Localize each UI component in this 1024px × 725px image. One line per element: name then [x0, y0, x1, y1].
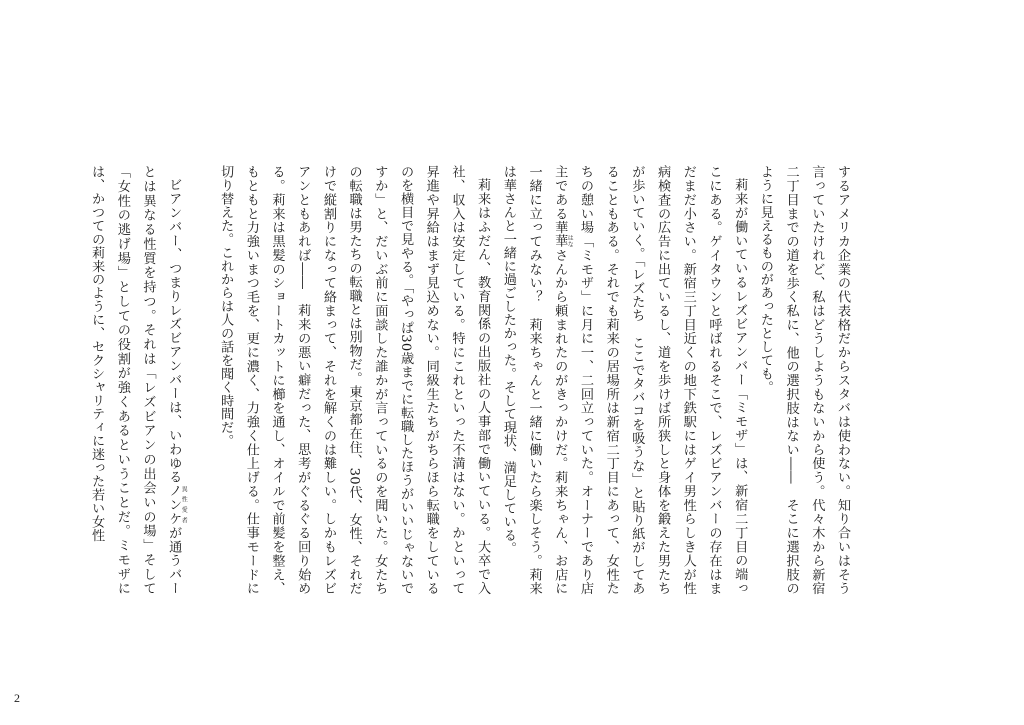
paragraph-4-text-cont: が通うバーとは異なる性質を持つ。それは「レズビアンの出会いの場」そして「女性の逃げ場」としての役割が強くあるということだ。ミモザには、かつての莉来のように、セクシャリティに迷った若い女性: [89, 165, 182, 596]
ruby-hana-base: 華: [552, 234, 568, 249]
paragraph-1: するアメリカ企業の代表格だからスタバは使わない。知り合いはそう言っていたけれど、私はどうしようもないから使う。代々木から新宿二丁目までの道を歩く私に、他の選択肢はない―― そこに選択肢のように見えるものがあったとしても。: [757, 165, 850, 595]
paragraph-4-text: ビアンバー、つまりレズビアンバーは、いわゆる: [166, 178, 182, 485]
ruby-nonke-reading: 異性愛者: [180, 484, 188, 526]
page-number: 2: [14, 691, 20, 705]
ruby-nonke: [166, 484, 188, 526]
vertical-text-body: [89, 165, 855, 596]
ruby-hana-reading: はな: [566, 234, 574, 248]
ruby-nonke-base: ノンケ: [166, 484, 182, 526]
paragraph-2-text: 莉来が働いているレズビアンバー「ミモザ」は、新宿二丁目の端っこにある。ゲイタウンと呼ばれるそこで、レズビアンバーの存在はまだまだ小さい。新宿三丁目近くの地下鉄駅にはゲイ男性らしき人が性病検査の広告に出ているし、道を歩けば所狭しと身体を鍛えた男たちが歩いていく。「レズたち ここでタバコを吸うな」と貼り紙がしてあることもある。それでも莉来の居場所は新宿二丁目にあって、女性たちの憩い場「ミモザ」に月に一、二回立っていた。オーナーであり店主である華: [552, 165, 748, 595]
paragraph-2-text-cont: さんから頼まれたのがきっかけだ。莉来ちゃん、お店に一緒に立ってみない？ 莉来ちゃんと一緒に働いたら楽しそう。莉来は華さんと一緒に過ごしたかった。そして現状、満足している。: [500, 165, 568, 596]
paragraph-4: [83, 165, 186, 595]
ruby-hana: [552, 234, 574, 249]
paragraph-2: [495, 165, 752, 595]
paragraph-3: 莉来はふだん、教育関係の出版社の人事部で働いている。大卒で入社、収入は安定している。特にこれといった不満はない。かといって昇進や昇給はまず見込めない。同級生たちがちらほら転職をしているのを横目で見やる。「やっぱ30歳までに転職したほうがいいじゃないですか」と、だいぶ前に面談した誰かが言っているのを聞いた。女たちの転職は男たちの転職とは別物だ。東京都在住、30代、女性、それだけで縦割りになって絡まって、それを解くのは難しい。しかもレズビアンともあれば―― 莉来の悪い癖だった、思考がぐるぐる回り始める。莉来は黒髪のショートカットに櫛を通し、オイルで前髪を整え、もともと力強いまつ毛を、更に濃く、力強く仕上げる。仕事モードに切り替えた。これからは人の話を聞く時間だ。: [218, 165, 491, 595]
